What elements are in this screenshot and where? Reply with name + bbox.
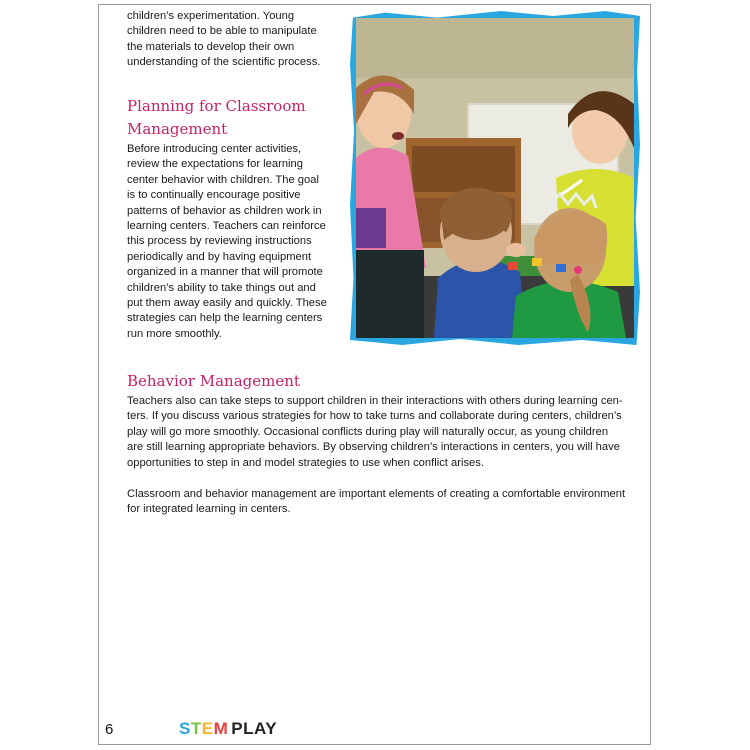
stem-play-logo [179,719,277,739]
intro-line: understanding of the scientific process. [127,56,321,69]
planning-heading-line: Planning for Classroom [127,97,306,115]
planning-line: run more smoothly. [127,327,222,340]
planning-heading-line: Management [127,120,228,138]
behavior-line: opportunities to step in and model strategies to use when conflict arises. [127,456,484,469]
intro-line: children need to be able to manipulate [127,25,317,38]
planning-line: strategies can help the learning centers [127,312,323,325]
behavior-line: play will go more smoothly. Occasional conflicts during play will naturally occur, as young children [127,425,609,438]
planning-line: periodically and by having equipment [127,250,312,263]
logo-word-play: PLAY [231,719,278,738]
planning-line: review the expectations for learning [127,158,303,171]
planning-line: children’s ability to take things out and [127,281,316,294]
planning-line: put them away easily and quickly. These [127,297,327,310]
planning-paragraph [127,142,332,342]
behavior-paragraph [127,394,639,471]
intro-line: children’s experimentation. Young [127,10,295,22]
intro-paragraph [127,9,332,71]
behavior-heading: Behavior Management [127,372,300,390]
photo-children-at-center [356,18,634,338]
closing-line: for integrated learning in centers. [127,503,291,516]
behavior-line: ters. If you discuss various strategies for how to take turns and collaborate during centers, children’s [127,410,622,423]
logo-letter: E [201,719,214,738]
photo-illustration [356,18,634,338]
logo-letter: M [213,719,229,738]
planning-line: is to continually encourage positive [127,189,301,202]
classroom-photo [350,11,640,345]
closing-line: Classroom and behavior management are important elements of creating a comfortable environment [127,488,626,500]
planning-heading [127,95,332,141]
intro-line: the materials to develop their own [127,40,295,53]
behavior-line: Teachers also can take steps to support children in their interactions with others during learning cen- [127,395,623,407]
planning-line: patterns of behavior as children work in [127,204,322,217]
closing-paragraph [127,487,639,518]
logo-letter: S [179,719,191,738]
planning-line: this process by reviewing instructions [127,235,312,248]
planning-line: center behavior with children. The goal [127,173,319,186]
behavior-line: are still learning appropriate behaviors. By observing children’s interactions in centers, you will have [127,441,620,454]
logo-letter: T [190,719,202,738]
planning-line: Before introducing center activities, [127,143,302,155]
page-number: 6 [105,721,114,738]
planning-line: learning centers. Teachers can reinforce [127,220,326,233]
planning-line: organized in a manner that will promote [127,266,323,279]
book-page [98,4,651,745]
